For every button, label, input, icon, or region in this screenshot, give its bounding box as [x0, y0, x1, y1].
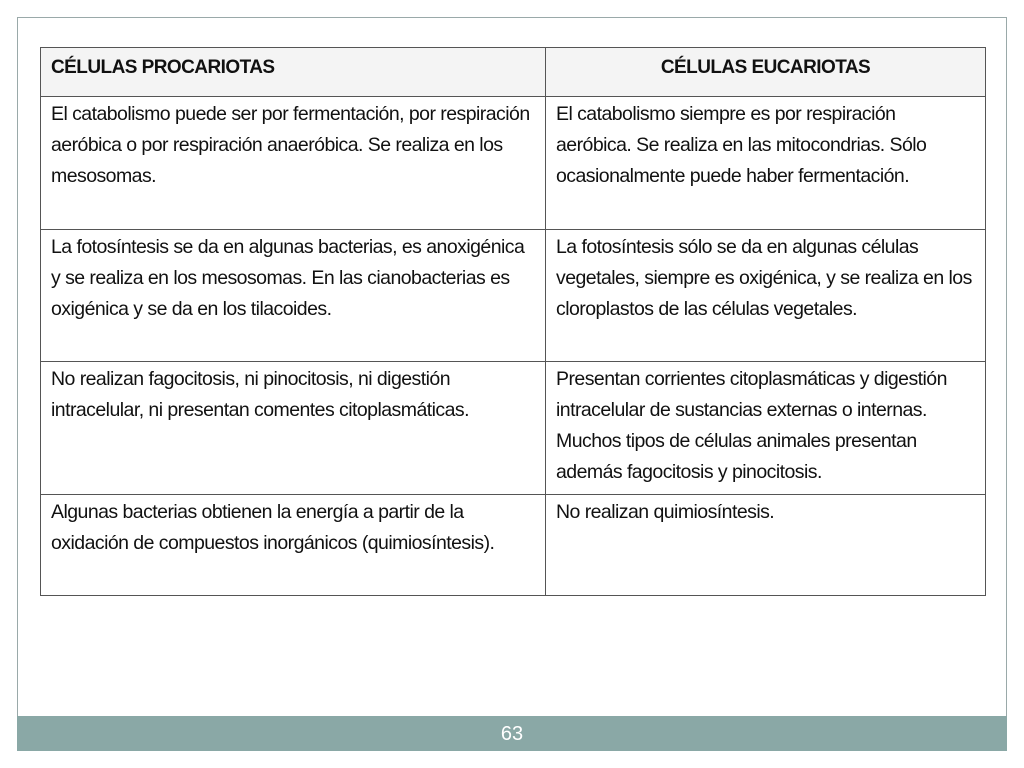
- cell-prokaryotic-catabolism: El catabolismo puede ser por fermentación, por respiración aeróbica o por respiración anaeróbica. Se realiza en los mesosomas.: [41, 97, 546, 230]
- table-header-row: [41, 48, 986, 97]
- cell-prokaryotic-digestion: No realizan fagocitosis, ni pinocitosis, ni digestión intracelular, ni presentan comentes citoplasmáticas.: [41, 362, 546, 495]
- cell-eukaryotic-catabolism: El catabolismo siempre es por respiración aeróbica. Se realiza en las mitocondrias. Sólo ocasionalmente puede haber fermentación.: [546, 97, 986, 230]
- cell-eukaryotic-chemosynthesis: No realizan quimiosíntesis.: [546, 495, 986, 596]
- cell-prokaryotic-photosynthesis: La fotosíntesis se da en algunas bacterias, es anoxigénica y se realiza en los mesosomas. En las cianobacterias es oxigénica y se da en los tilacoides.: [41, 230, 546, 362]
- footer-bar: [17, 716, 1007, 751]
- header-eukaryotic: CÉLULAS EUCARIOTAS: [546, 48, 986, 97]
- cell-eukaryotic-photosynthesis: La fotosíntesis sólo se da en algunas células vegetales, siempre es oxigénica, y se realiza en los cloroplastos de las células vegetales.: [546, 230, 986, 362]
- cell-prokaryotic-chemosynthesis: Algunas bacterias obtienen la energía a partir de la oxidación de compuestos inorgánicos (quimiosíntesis).: [41, 495, 546, 596]
- comparison-table: [40, 47, 986, 596]
- page-number: 63: [500, 723, 524, 745]
- table-row: [41, 97, 986, 230]
- table-row: [41, 362, 986, 495]
- table-row: [41, 495, 986, 596]
- header-prokaryotic: CÉLULAS PROCARIOTAS: [41, 48, 546, 97]
- cell-eukaryotic-digestion: Presentan corrientes citoplasmáticas y digestión intracelular de sustancias externas o internas. Muchos tipos de células animales presentan además fagocitosis y pinocitosis.: [546, 362, 986, 495]
- table-row: [41, 230, 986, 362]
